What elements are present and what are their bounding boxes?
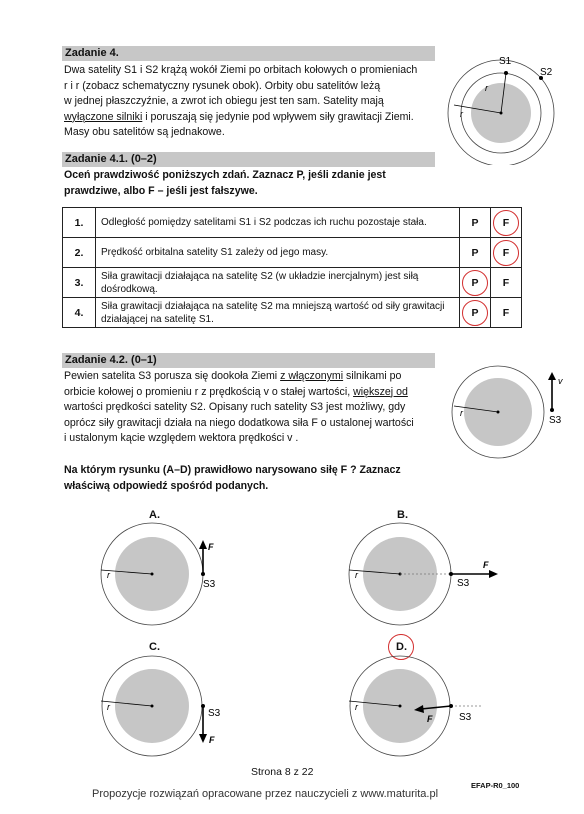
satellite-s3 — [449, 704, 453, 708]
satellite-s3 — [201, 572, 205, 576]
option-d-label[interactable]: D. — [396, 641, 407, 653]
statement-number-text: 2. — [74, 246, 84, 259]
task42-question: Na którym rysunku (A–D) prawidłowo narysowano siłę F ? Zaznacz właściwą odpowiedź spośród podanych. — [64, 464, 401, 492]
label-s2: S2 — [540, 67, 553, 78]
label-f: F — [208, 542, 214, 552]
orbit-figure-s3 — [448, 362, 578, 462]
label-s3: S3 — [457, 578, 470, 589]
answer-f[interactable] — [491, 208, 522, 238]
statement-number-text: 4. — [74, 306, 84, 319]
task4-header: Zadanie 4. — [62, 46, 435, 61]
statement-text — [96, 208, 460, 238]
statement-text-text: Siła grawitacji działająca na satelitę S2 (w układzie inercjalnym) jest siłą dośrodkową. — [101, 270, 419, 295]
statement-text — [96, 238, 460, 268]
answer-f[interactable] — [491, 268, 522, 298]
answer-f-text: F — [502, 306, 510, 319]
satellite-s3 — [550, 408, 554, 412]
satellite-s3 — [449, 572, 453, 576]
statement-text-text: Siła grawitacji działająca na satelitę S2 ma mniejszą wartość od siły grawitacji działającej na satelitę S1. — [101, 300, 445, 325]
option-c-label[interactable]: C. — [149, 641, 160, 653]
statement-number — [63, 268, 96, 298]
task41-header: Zadanie 4.1. (0–2) — [62, 152, 435, 167]
answer-ring — [493, 210, 519, 236]
task4-line-1: Dwa satelity S1 i S2 krążą wokół Ziemi po orbitach kołowych o promieniach — [64, 64, 418, 76]
answer-p[interactable] — [460, 298, 491, 328]
task42-text: Pewien satelita S3 porusza się dookoła Ziemi z włączonymi silnikami po orbicie kołowej o promieniu r z prędkością v o stałej wartości, większej od wartości prędkości satelity S2. Opisany ruch satelity S3 jest możliwy, gdy oprócz siły grawitacji działa na niego dodatkowa siła F o ustalonej wartości i ustalonym kącie względem wektora prędkości v . — [64, 370, 414, 445]
task4-line-5: Masy obu satelitów są jednakowe. — [64, 126, 225, 139]
answer-ring — [462, 300, 488, 326]
credit-line: Propozycje rozwiązań opracowane przez nauczycieli z www.maturita.pl — [92, 788, 439, 800]
answer-p-text: P — [471, 216, 479, 229]
answer-f-text: F — [502, 276, 510, 289]
statement-number-text: 3. — [74, 276, 84, 289]
statement-text-text: Prędkość orbitalna satelity S1 zależy od jego masy. — [101, 247, 329, 258]
underlined-phrase: wyłączone silniki — [64, 110, 143, 123]
label-s1: S1 — [499, 56, 512, 67]
answer-p-text: P — [471, 246, 479, 259]
label-r: r — [355, 702, 358, 712]
task41-instruction: Oceń prawdziwość poniższych zdań. Zaznacz P, jeśli zdanie jest prawdziwe, albo F – jeśli jest fałszywe. — [64, 169, 386, 197]
task4-text — [64, 63, 436, 141]
force-arrowhead — [199, 734, 207, 743]
task4-line-4: wyłączone silniki i poruszają się jedynie pod wpływem siły grawitacji Ziemi. — [64, 110, 414, 123]
label-s3: S3 — [203, 579, 216, 590]
statement-number-text: 1. — [74, 216, 84, 229]
answer-p-text: P — [471, 306, 479, 319]
force-arrowhead — [489, 570, 498, 578]
label-f: F — [427, 714, 433, 724]
statement-number — [63, 208, 96, 238]
label-s3: S3 — [549, 415, 562, 426]
statement-text — [96, 298, 460, 328]
force-arrowhead — [199, 540, 207, 549]
statement-number — [63, 298, 96, 328]
answer-p[interactable] — [460, 208, 491, 238]
label-r: r — [107, 570, 110, 580]
satellite-s1 — [504, 71, 508, 75]
page-number: Strona 8 z 22 — [251, 766, 314, 778]
label-r2: r — [460, 109, 463, 119]
task4-line-2: r i r (zobacz schematyczny rysunek obok). Orbity obu satelitów leżą — [64, 79, 381, 92]
true-false-table — [62, 207, 522, 328]
option-d-figure[interactable] — [343, 654, 493, 759]
statement-row — [63, 238, 522, 268]
label-f: F — [483, 560, 489, 570]
answer-ring — [493, 240, 519, 266]
label-v: v — [558, 376, 563, 386]
statement-text — [96, 268, 460, 298]
answer-ring — [462, 270, 488, 296]
answer-p[interactable] — [460, 238, 491, 268]
option-b-figure[interactable] — [343, 520, 503, 630]
option-a-label[interactable]: A. — [149, 509, 160, 521]
answer-f-text: F — [502, 246, 510, 259]
answer-f[interactable] — [491, 298, 522, 328]
answer-f-text: F — [502, 216, 510, 229]
label-r: r — [355, 570, 358, 580]
statement-row — [63, 268, 522, 298]
orbit-figure-s1-s2 — [444, 50, 574, 165]
option-a-figure[interactable] — [95, 520, 230, 630]
label-r: r — [107, 702, 110, 712]
label-f: F — [209, 735, 215, 745]
option-c-figure[interactable] — [95, 654, 230, 759]
label-r1: r — [485, 83, 488, 93]
document-code: EFAP-R0_100 — [471, 781, 520, 790]
task42-header: Zadanie 4.2. (0–1) — [62, 353, 435, 368]
statement-row — [63, 208, 522, 238]
statement-text-text: Odległość pomiędzy satelitami S1 i S2 podczas ich ruchu pozostaje stała. — [101, 217, 427, 228]
answer-f[interactable] — [491, 238, 522, 268]
answer-p-text: P — [471, 276, 479, 289]
velocity-arrowhead — [548, 372, 556, 380]
task4-line-3: w jednej płaszczyźnie, a zwrot ich obiegu jest ten sam. Satelity mają — [64, 95, 384, 108]
option-b-label[interactable]: B. — [397, 509, 408, 521]
label-s3: S3 — [208, 708, 221, 719]
satellite-s3 — [201, 704, 205, 708]
statement-number — [63, 238, 96, 268]
label-s3: S3 — [459, 712, 472, 723]
label-r: r — [460, 408, 463, 418]
statement-row — [63, 298, 522, 328]
answer-p[interactable] — [460, 268, 491, 298]
